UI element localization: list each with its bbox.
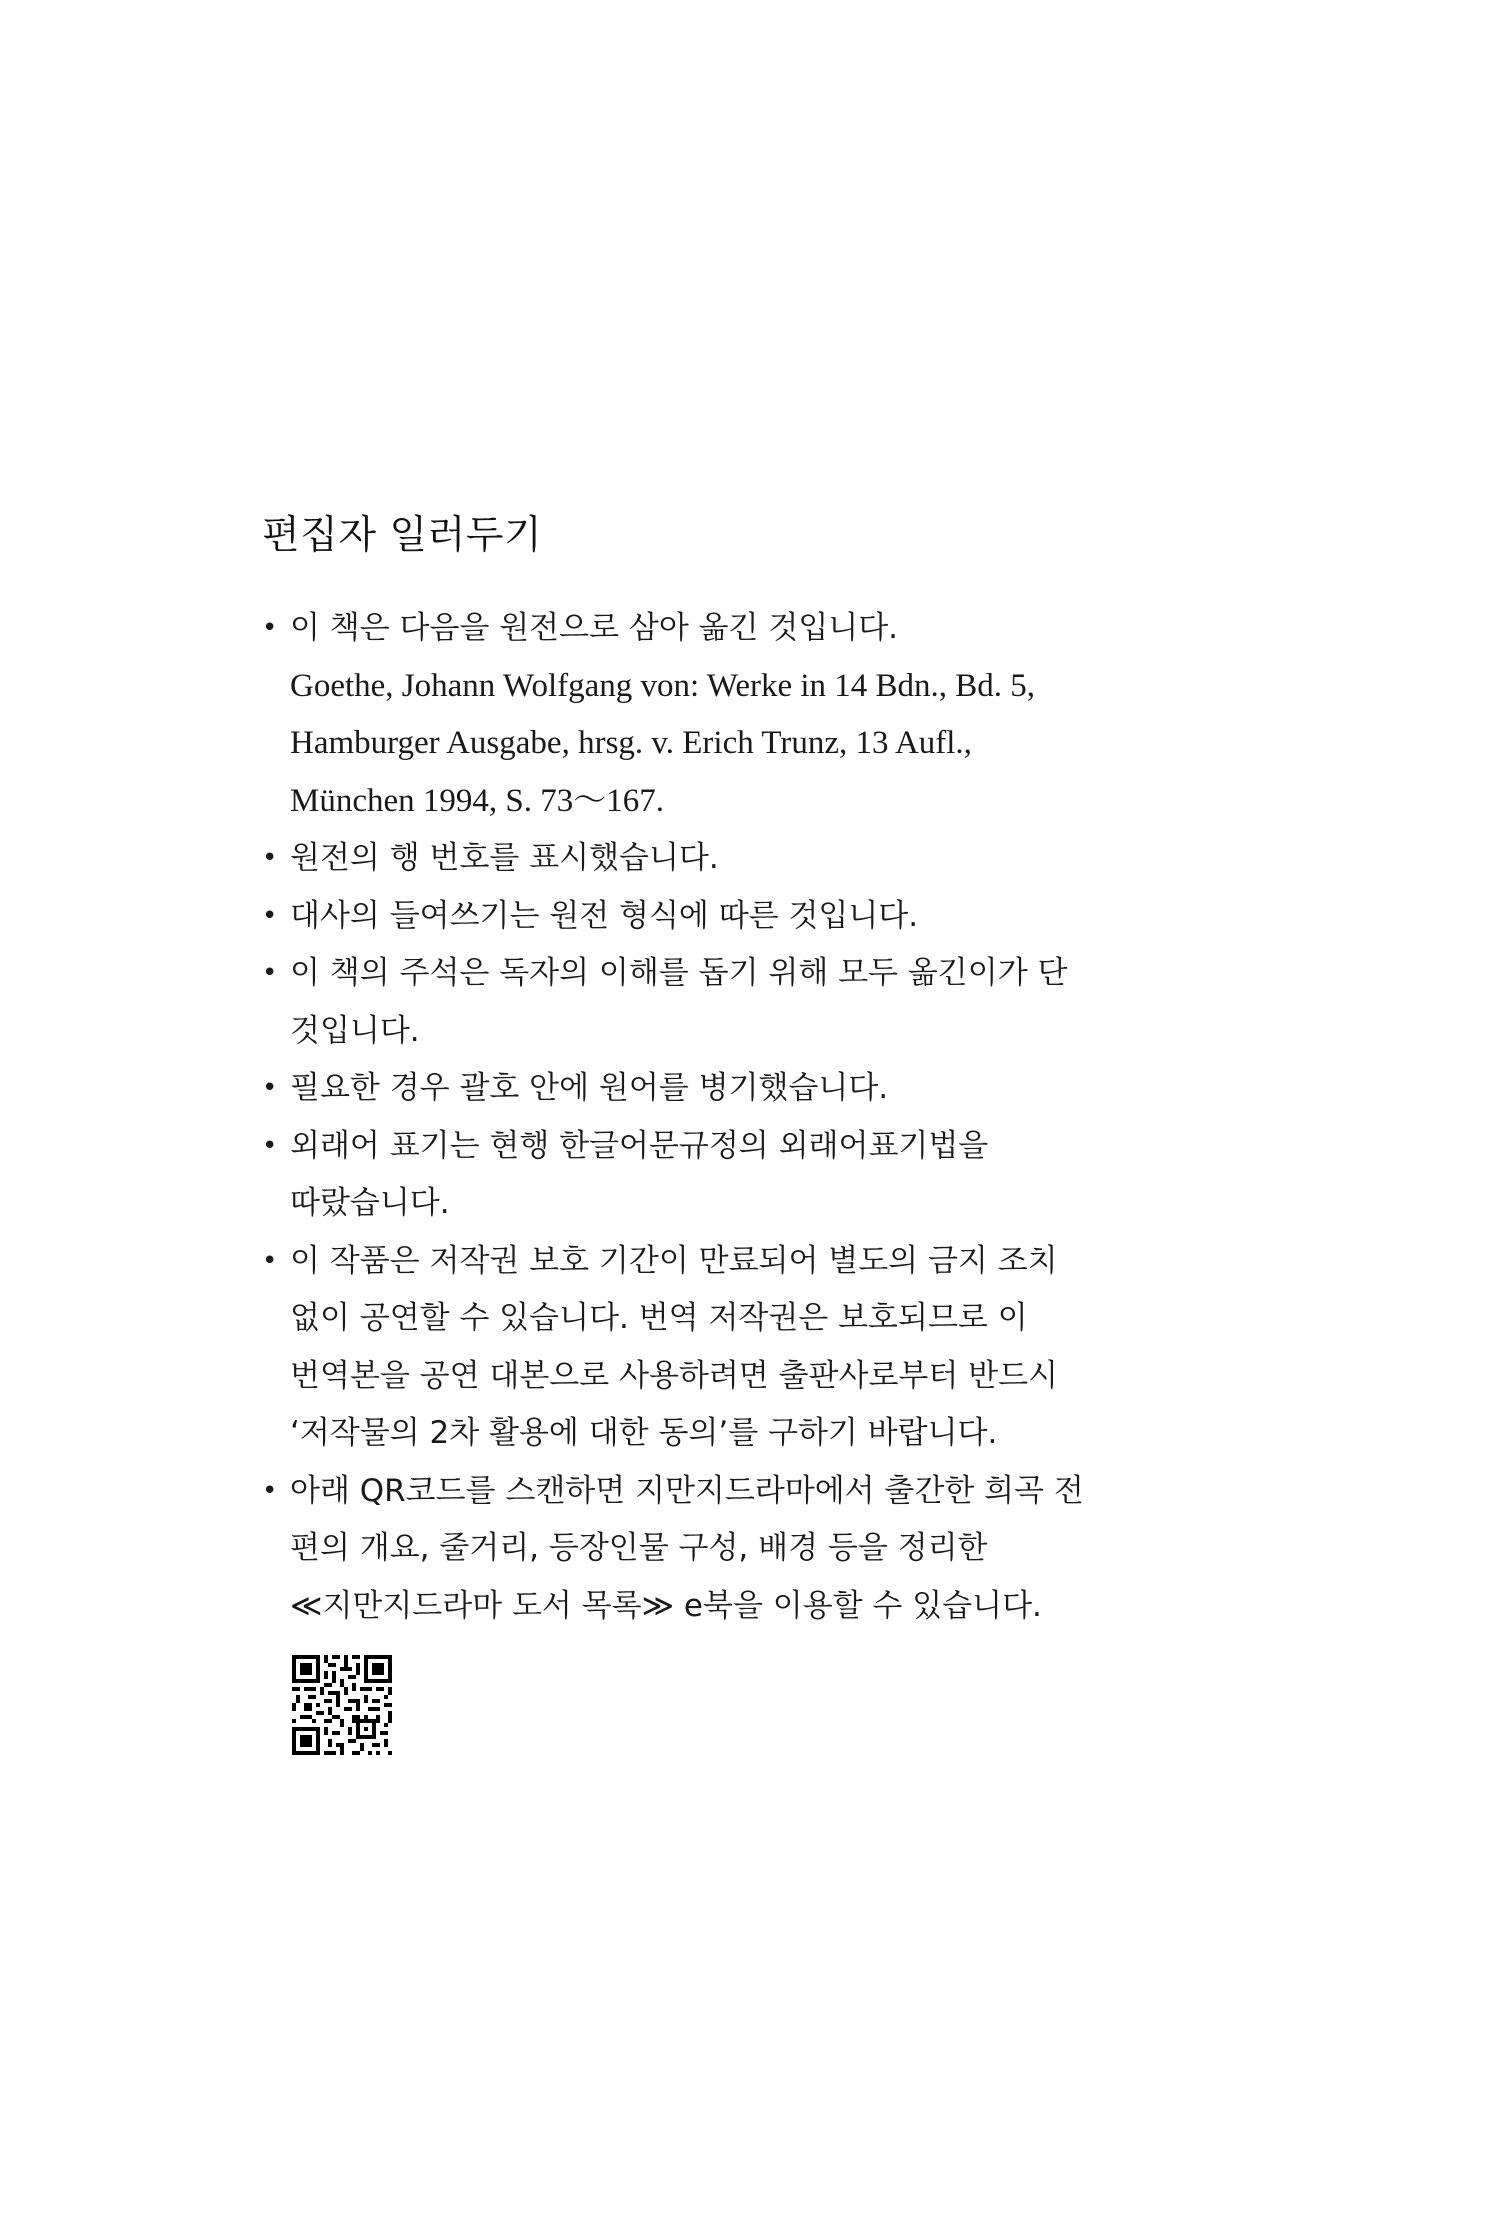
note-continuation-line <box>262 1578 1162 1636</box>
note-text: 필요한 경우 괄호 안에 원어를 병기했습니다. <box>290 1070 889 1106</box>
note-first-line <box>262 945 1162 1003</box>
bullet-icon: • <box>262 843 278 873</box>
note-text: 이 작품은 저작권 보호 기간이 만료되어 별도의 금지 조치 <box>290 1242 1058 1279</box>
note-continuation-line <box>262 1348 1162 1406</box>
note-item <box>262 888 1162 946</box>
qr-code-icon[interactable] <box>292 1655 392 1755</box>
note-text: 원전의 행 번호를 표시했습니다. <box>290 840 719 876</box>
note-item <box>262 600 1162 830</box>
note-first-line <box>262 888 1162 946</box>
note-first-line <box>262 1118 1162 1176</box>
bullet-icon: • <box>262 958 278 988</box>
note-continuation-line <box>262 1405 1162 1463</box>
bullet-icon: • <box>262 1245 278 1276</box>
note-text: 편의 개요, 줄거리, 등장인물 구성, 배경 등을 정리한 <box>290 1530 988 1566</box>
note-text: 외래어 표기는 현행 한글어문규정의 외래어표기법을 <box>290 1127 989 1164</box>
note-continuation-line <box>262 773 1162 831</box>
note-text: 아래 QR코드를 스캔하면 지만지드라마에서 출간한 희곡 전 <box>290 1472 1084 1509</box>
note-item <box>262 830 1162 888</box>
note-text: 이 책은 다음을 원전으로 삼아 옮긴 것입니다. <box>290 610 899 646</box>
bullet-icon: • <box>262 900 278 931</box>
note-text: 번역본을 공연 대본으로 사용하려면 출판사로부터 반드시 <box>290 1357 1058 1394</box>
note-continuation-line <box>262 658 1162 716</box>
note-continuation-line <box>262 1520 1162 1578</box>
note-text: 없이 공연할 수 있습니다. 번역 저작권은 보호되므로 이 <box>290 1300 1028 1336</box>
note-text: 따랐습니다. <box>290 1185 450 1221</box>
note-first-line <box>262 1233 1162 1291</box>
note-text: 이 책의 주석은 독자의 이해를 돕기 위해 모두 옮긴이가 단 <box>290 955 1068 991</box>
note-text: 대사의 들여쓰기는 원전 형식에 따른 것입니다. <box>290 897 919 934</box>
editor-notes-list <box>262 600 1162 1635</box>
note-continuation-line <box>262 1003 1162 1061</box>
note-continuation-line <box>262 715 1162 773</box>
note-item <box>262 1060 1162 1118</box>
note-text: ≪지만지드라마 도서 목록≫ e북을 이용할 수 있습니다. <box>290 1587 1042 1624</box>
note-item <box>262 1118 1162 1233</box>
bullet-icon: • <box>262 1073 278 1103</box>
bullet-icon: • <box>262 1130 278 1161</box>
note-item <box>262 945 1162 1060</box>
note-first-line <box>262 1463 1162 1521</box>
note-text: Goethe, Johann Wolfgang von: Werke in 14 Bdn., Bd. 5, <box>290 667 1036 704</box>
note-first-line <box>262 600 1162 658</box>
note-item <box>262 1233 1162 1463</box>
note-continuation-line <box>262 1290 1162 1348</box>
note-first-line <box>262 830 1162 888</box>
note-text: Hamburger Ausgabe, hrsg. v. Erich Trunz, 13 Aufl., <box>290 725 972 761</box>
note-continuation-line <box>262 1175 1162 1233</box>
note-text: ‘저작물의 2차 활용에 대한 동의’를 구하기 바랍니다. <box>290 1415 998 1451</box>
note-text: München 1994, S. 73～167. <box>290 782 664 819</box>
bullet-icon: • <box>262 1475 278 1506</box>
note-text: 것입니다. <box>290 1012 420 1049</box>
note-item <box>262 1463 1162 1636</box>
note-first-line <box>262 1060 1162 1118</box>
bullet-icon: • <box>262 613 278 643</box>
page-title: 편집자 일러두기 <box>262 513 543 558</box>
